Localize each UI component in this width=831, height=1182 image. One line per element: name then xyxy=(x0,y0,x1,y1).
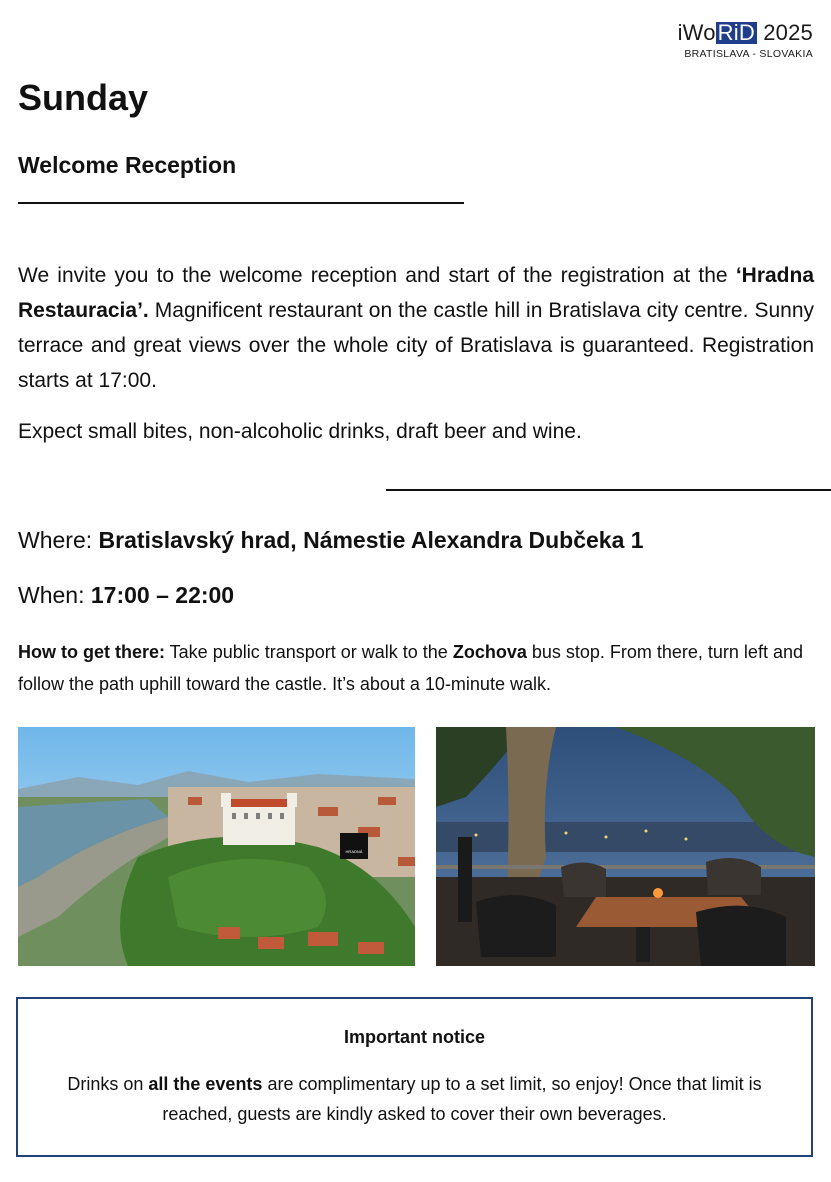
section-title: Welcome Reception xyxy=(18,152,237,178)
notice-text-start: Drinks on xyxy=(67,1074,149,1094)
where-value: Bratislavský hrad, Námestie Alexandra Dubčeka 1 xyxy=(98,527,644,553)
notice-title: Important notice xyxy=(343,1027,485,1047)
when-label: When: xyxy=(18,582,91,608)
castle-aerial-photo xyxy=(18,727,415,966)
directions-paragraph xyxy=(18,636,818,700)
directions-text-end: bus stop. From there, turn left and follow the path uphill toward the castle. It’s about a 10-minute walk. xyxy=(18,642,803,694)
directions-text-start: Take public transport or walk to the xyxy=(165,642,453,662)
terrace-illustration xyxy=(436,727,815,966)
notice-text-end: are complimentary up to a set limit, so enjoy! Once that limit is reached, guests are kindly asked to cover their own beverages. xyxy=(162,1074,762,1124)
restaurant-sign xyxy=(340,833,368,859)
logo-location: BRATISLAVA - SLOVAKIA xyxy=(684,48,813,60)
logo-year: 2025 xyxy=(763,20,813,45)
catering-paragraph: Expect small bites, non-alcoholic drinks, draft beer and wine. xyxy=(18,420,582,443)
where-label: Where: xyxy=(18,527,99,553)
bus-stop-name: Zochova xyxy=(452,642,527,662)
intro-paragraph xyxy=(18,258,814,398)
logo-highlight: RiD xyxy=(717,20,755,45)
intro-text-end: Magnificent restaurant on the castle hill in Bratislava city centre. Sunny terrace and great views over the whole city of Bratislava is guaranteed. Registration starts at 17:00. xyxy=(18,299,814,392)
when-value: 17:00 – 22:00 xyxy=(90,582,235,608)
where-line xyxy=(18,524,644,556)
divider-top xyxy=(18,202,464,204)
event-logo xyxy=(678,20,813,60)
venue-name: ‘Hradna Restauracia’. xyxy=(18,264,814,322)
important-notice-box xyxy=(16,997,813,1157)
castle-illustration xyxy=(18,727,415,966)
notice-text xyxy=(42,1069,787,1129)
notice-emphasis: all the events xyxy=(148,1074,263,1094)
logo-prefix: iWo xyxy=(677,20,716,45)
directions-label: How to get there: xyxy=(18,642,165,662)
page-title: Sunday xyxy=(18,77,149,118)
restaurant-sign-text: HRADNÁ xyxy=(345,849,363,854)
terrace-evening-photo xyxy=(436,727,815,966)
intro-text-start: We invite you to the welcome reception and start of the registration at the xyxy=(18,264,736,287)
divider-middle xyxy=(386,489,831,491)
logo-wordmark xyxy=(678,20,813,46)
when-line xyxy=(18,579,234,611)
